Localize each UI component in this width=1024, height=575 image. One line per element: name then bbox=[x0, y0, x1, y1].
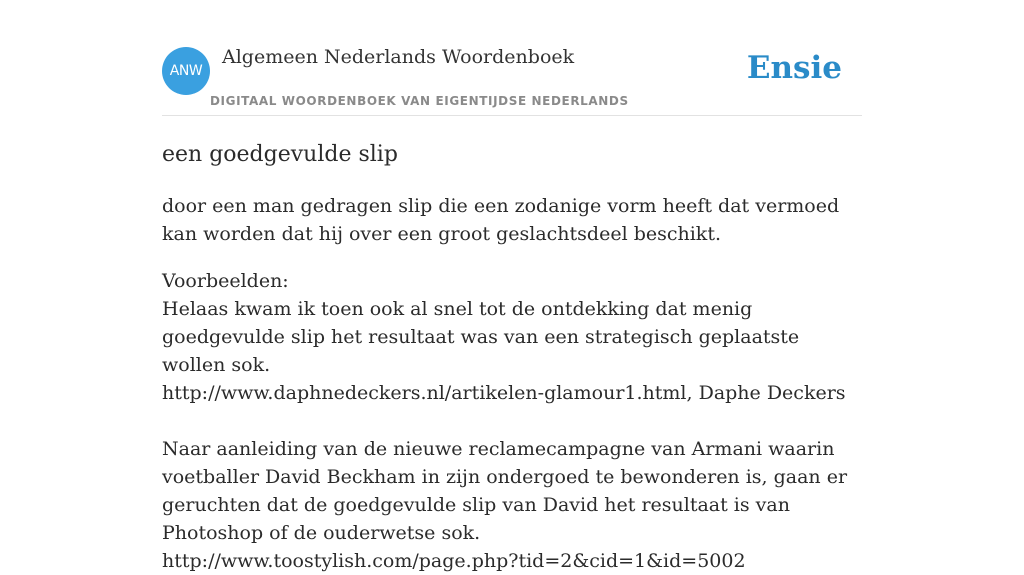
entry-term: een goedgevulde slip bbox=[162, 142, 398, 167]
site-header bbox=[162, 0, 862, 116]
examples-label: Voorbeelden: bbox=[162, 270, 289, 292]
page bbox=[162, 0, 862, 572]
example-item bbox=[162, 295, 862, 407]
example-spacer bbox=[162, 407, 862, 435]
examples-section bbox=[162, 267, 862, 575]
site-title[interactable]: Algemeen Nederlands Woordenboek bbox=[222, 46, 575, 68]
example-source: http://www.daphnedeckers.nl/artikelen-glamour1.html, Daphe Deckers bbox=[162, 382, 846, 404]
site-subtitle: DIGITAAL WOORDENBOEK VAN EIGENTIJDSE NEDERLANDS bbox=[210, 94, 629, 108]
example-text: Naar aanleiding van de nieuwe reclamecampagne van Armani waarin voetballer David Beckham in zijn ondergoed te bewonderen is, gaan er geruchten dat de goedgevulde slip van David het resultaat is van Photoshop of de ouderwetse sok. bbox=[162, 438, 848, 544]
example-text: Helaas kwam ik toen ook al snel tot de ontdekking dat menig goedgevulde slip het resultaat was van een strategisch geplaatste wollen sok. bbox=[162, 298, 800, 376]
entry-definition: door een man gedragen slip die een zodanige vorm heeft dat vermoed kan worden dat hij over een groot geslachtsdeel beschikt. bbox=[162, 195, 840, 245]
example-source: http://www.toostylish.com/page.php?tid=2&cid=1&id=5002 bbox=[162, 550, 746, 572]
anw-logo[interactable]: ANW bbox=[162, 47, 210, 95]
entry-content bbox=[162, 140, 862, 575]
example-item bbox=[162, 435, 862, 575]
ensie-logo[interactable]: Ensie bbox=[746, 50, 842, 86]
